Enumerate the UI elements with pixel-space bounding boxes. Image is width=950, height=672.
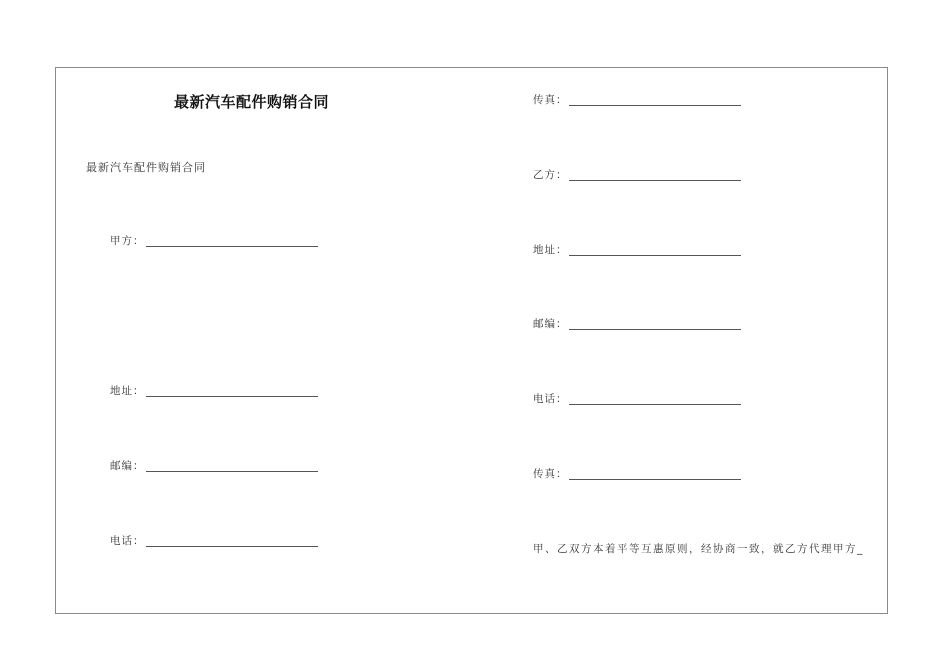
- party-a-postcode-label: 邮编：: [110, 460, 145, 472]
- party-a-address-field: [110, 384, 318, 398]
- party-b-address-blank[interactable]: [569, 255, 741, 256]
- party-a-name-blank[interactable]: [146, 246, 318, 247]
- party-a-postcode-blank[interactable]: [146, 471, 318, 472]
- party-a-fax-blank[interactable]: [569, 105, 741, 106]
- party-b-address-field: [533, 243, 741, 257]
- party-b-phone-field: [533, 392, 741, 406]
- party-b-postcode-label: 邮编：: [533, 318, 568, 330]
- document-page: [55, 67, 888, 614]
- party-b-fax-blank[interactable]: [569, 479, 741, 480]
- party-b-name-label: 乙方：: [533, 169, 568, 181]
- document-subtitle: 最新汽车配件购销合同: [86, 161, 206, 174]
- party-a-address-label: 地址：: [110, 385, 145, 397]
- party-a-name-label: 甲方：: [110, 235, 145, 247]
- party-a-phone-field: [110, 534, 318, 548]
- party-b-address-label: 地址：: [533, 244, 568, 256]
- party-b-postcode-blank[interactable]: [569, 329, 741, 330]
- party-b-phone-label: 电话：: [533, 393, 568, 405]
- party-b-name-blank[interactable]: [569, 180, 741, 181]
- document-title: 最新汽车配件购销合同: [174, 93, 330, 111]
- party-b-fax-label: 传真：: [533, 468, 568, 480]
- party-a-fax-field: [533, 93, 741, 107]
- party-a-fax-label: 传真：: [533, 94, 568, 106]
- contract-intro-paragraph: 甲、乙双方本着平等互惠原则，经协商一致，就乙方代理甲方_: [533, 543, 864, 555]
- party-b-fax-field: [533, 467, 741, 481]
- party-b-phone-blank[interactable]: [569, 404, 741, 405]
- party-a-name-field: [110, 234, 318, 248]
- party-b-name-field: [533, 168, 741, 182]
- party-a-phone-blank[interactable]: [146, 546, 318, 547]
- party-a-phone-label: 电话：: [110, 535, 145, 547]
- party-a-postcode-field: [110, 459, 318, 473]
- party-b-postcode-field: [533, 317, 741, 331]
- party-a-address-blank[interactable]: [146, 396, 318, 397]
